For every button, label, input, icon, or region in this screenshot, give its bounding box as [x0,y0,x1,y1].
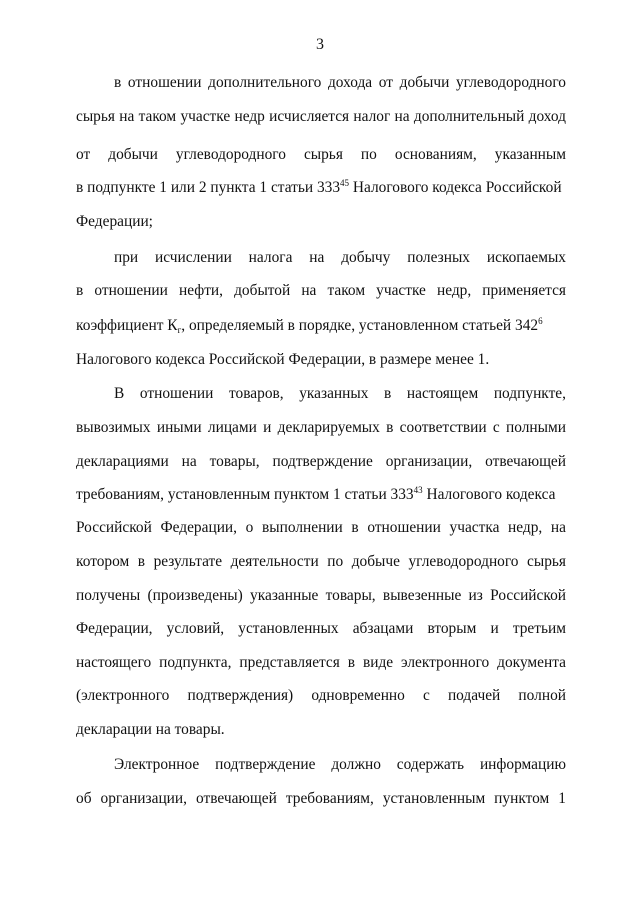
paragraph-line: котором в результате деятельности по добыче углеводородного сырья [76,553,566,570]
line-text: в подпункте 1 или 2 пункта 1 статьи 333 [76,179,341,196]
line-text: Налогового кодекса Российской [349,179,562,196]
superscript: 45 [340,178,350,188]
line-text: требованиям, установленным пунктом 1 статьи 333 [76,486,414,503]
paragraph-line [76,316,566,336]
paragraph-line: вывозимых иными лицами и декларируемых в соответствии с полными [76,419,566,436]
superscript: 43 [413,485,423,495]
paragraph-line: сырья на таком участке недр исчисляется налог на дополнительный доход [76,108,566,125]
line-text: Налогового кодекса [422,486,556,503]
paragraph-line: декларациями на товары, подтверждение организации, отвечающей [76,453,566,470]
line-text: , определяемый в порядке, установленном статьей 342 [181,317,539,334]
paragraph-line: в отношении дополнительного дохода от добычи углеводородного [114,74,566,91]
paragraph-line: В отношении товаров, указанных в настоящем подпункте, [114,385,566,402]
line-text: коэффициент К [76,317,178,334]
paragraph-line: (электронного подтверждения) одновременно с подачей полной [76,687,566,704]
paragraph-line: Электронное подтверждение должно содержать информацию [114,756,566,773]
paragraph-line: Российской Федерации, о выполнении в отношении участка недр, на [76,519,566,536]
page-number: 3 [316,36,324,53]
paragraph-line: при исчислении налога на добычу полезных ископаемых [114,249,566,266]
paragraph-line [76,485,566,505]
paragraph-line: об организации, отвечающей требованиям, установленным пунктом 1 [76,790,566,807]
paragraph-line: Налогового кодекса Российской Федерации, в размере менее 1. [76,351,490,368]
paragraph-line: Федерации, условий, установленных абзацами вторым и третьим [76,620,566,637]
paragraph-line: Федерации; [76,213,153,230]
paragraph-line: в отношении нефти, добытой на таком участке недр, применяется [76,282,566,299]
paragraph-line: декларации на товары. [76,721,225,738]
paragraph-line [76,178,566,198]
paragraph-line: получены (произведены) указанные товары, вывезенные из Российской [76,587,566,604]
paragraph-line: от добычи углеводородного сырья по основаниям, указанным [76,146,566,163]
subscript: г [177,325,182,335]
superscript: 6 [538,316,543,326]
paragraph-line: настоящего подпункта, представляется в виде электронного документа [76,654,566,671]
